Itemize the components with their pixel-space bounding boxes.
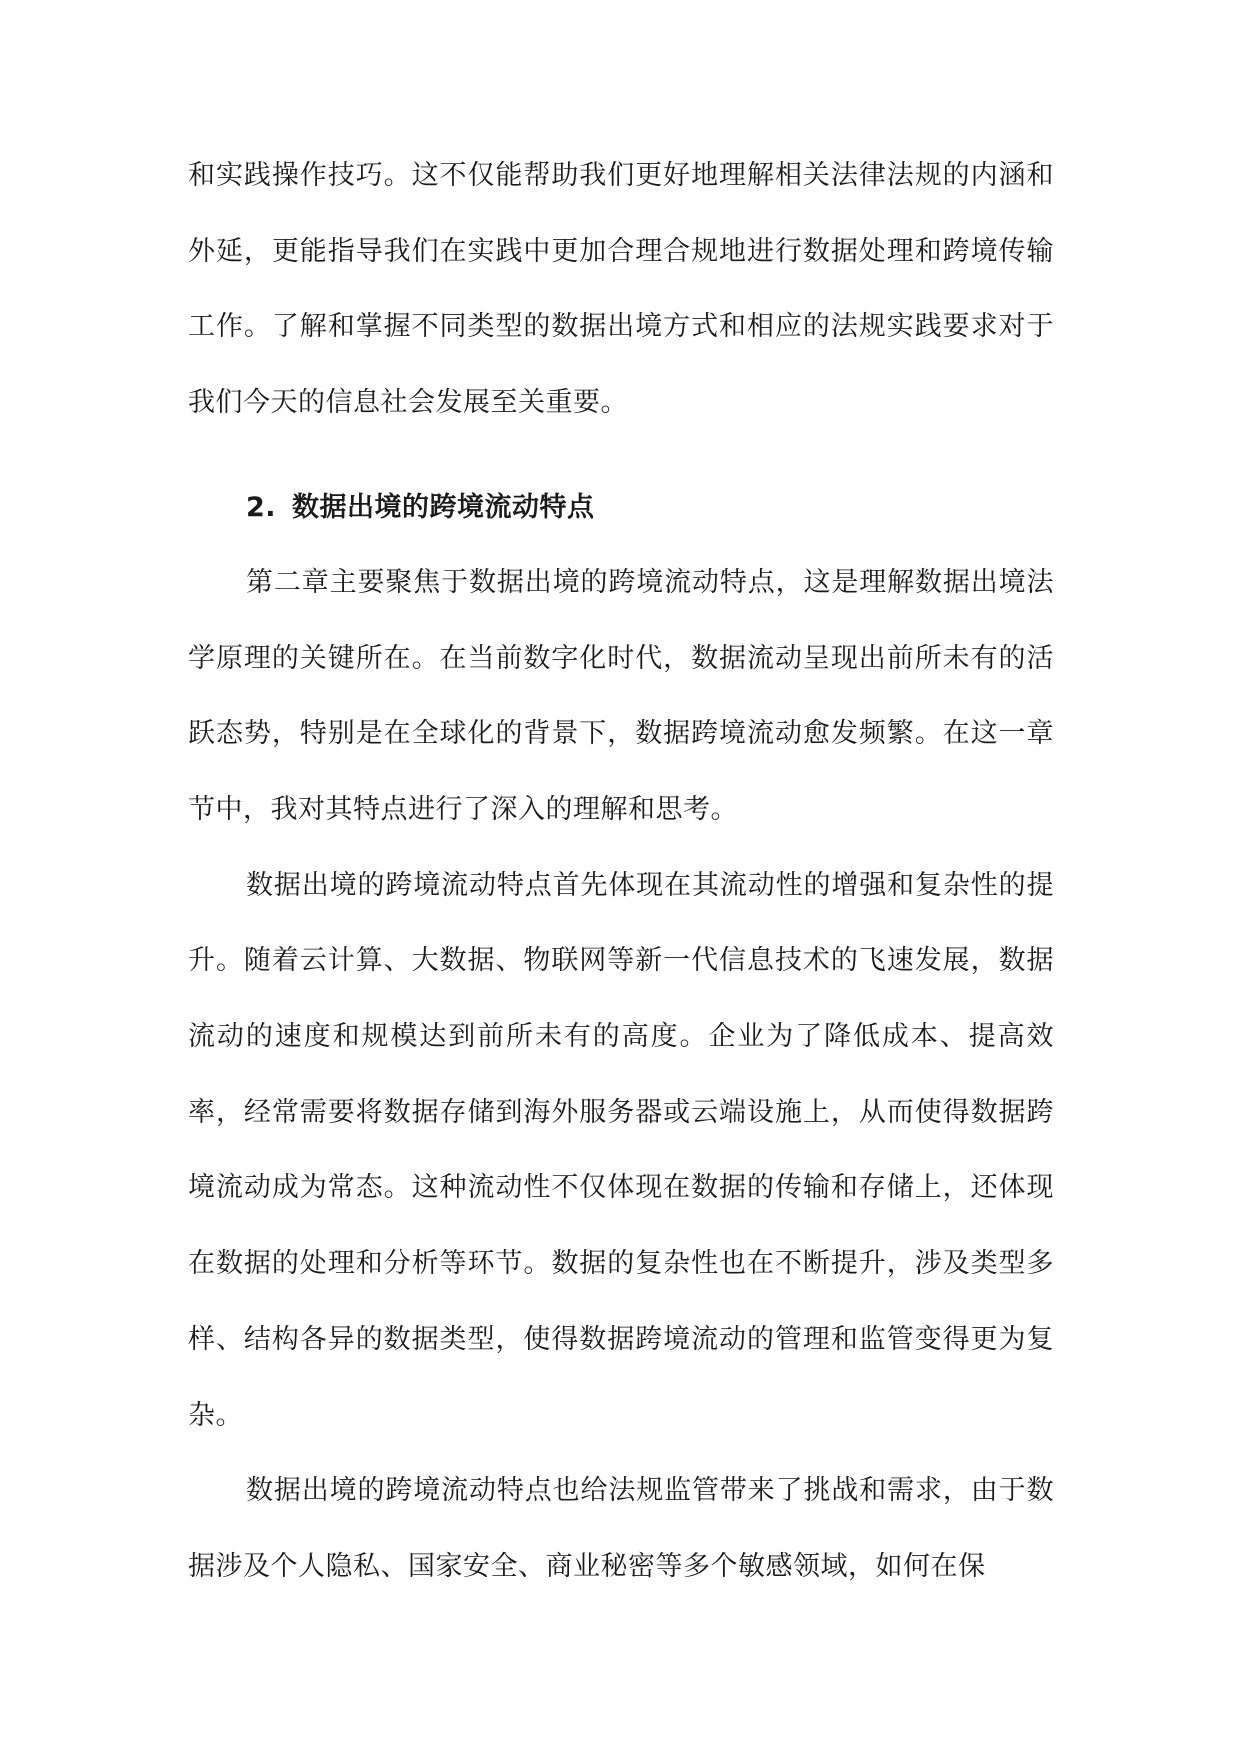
document-body xyxy=(188,138,1054,1605)
section-heading xyxy=(188,470,1054,545)
intro-paragraph: 和实践操作技巧。这不仅能帮助我们更好地理解相关法律法规的内涵和外延，更能指导我们在实践中更加合理合规地进行数据处理和跨境传输工作。了解和掌握不同类型的数据出境方式和相应的法规实践要求对于我们今天的信息社会发展至关重要。 xyxy=(188,160,1054,419)
body-paragraph-3: 数据出境的跨境流动特点也给法规监管带来了挑战和需求，由于数据涉及个人隐私、国家安全、商业秘密等多个敏感领域，如何在保 xyxy=(188,1475,1054,1582)
body-paragraph-2: 数据出境的跨境流动特点首先体现在其流动性的增强和复杂性的提升。随着云计算、大数据、物联网等新一代信息技术的飞速发展，数据流动的速度和规模达到前所未有的高度。企业为了降低成本、提高效率，经常需要将数据存储到海外服务器或云端设施上，从而使得数据跨境流动成为常态。这种流动性不仅体现在数据的传输和存储上，还体现在数据的处理和分析等环节。数据的复杂性也在不断提升，涉及类型多样、结构各异的数据类型，使得数据跨境流动的管理和监管变得更为复杂。 xyxy=(188,869,1054,1431)
section-title: 数据出境的跨境流动特点 xyxy=(292,491,595,523)
body-paragraph-1: 第二章主要聚焦于数据出境的跨境流动特点，这是理解数据出境法学原理的关键所在。在当前数字化时代，数据流动呈现出前所未有的活跃态势，特别是在全球化的背景下，数据跨境流动愈发频繁。在这一章节中，我对其特点进行了深入的理解和思考。 xyxy=(188,566,1054,825)
section-number: 2. xyxy=(246,491,277,523)
